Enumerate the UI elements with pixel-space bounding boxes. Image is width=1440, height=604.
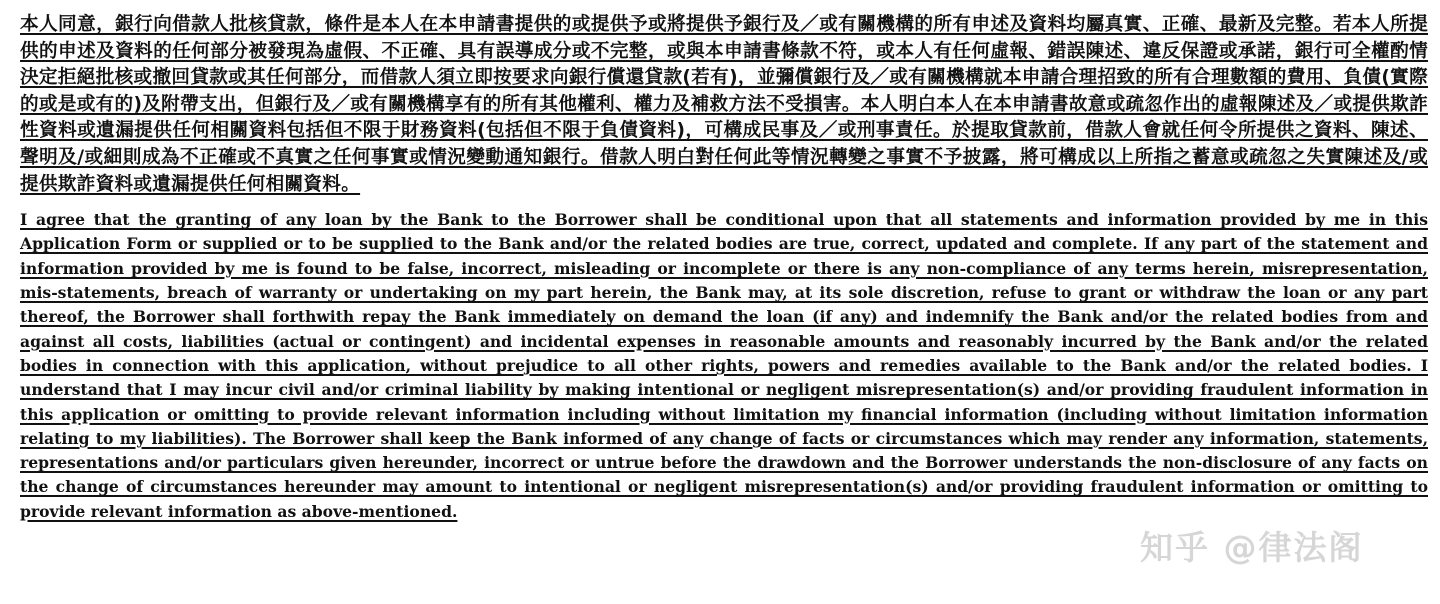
- watermark-text: 知乎 @律法阁: [1140, 528, 1364, 567]
- declaration-chinese: 本人同意，銀行向借款人批核貸款，條件是本人在本申請書提供的或提供予或將提供予銀行及／或有關機構的所有申述及資料均屬真實、正確、最新及完整。若本人所提供的申述及資料的任何部分被發現為虛假、不正確、具有誤導成分或不完整，或與本申請書條款不符，或本人有任何虛報、錯誤陳述、違反保證或承諾，銀行可全權酌情決定拒絕批核或撤回貸款或其任何部分，而借款人須立即按要求向銀行償還貸款(若有)，並彌償銀行及／或有關機構就本申請合理招致的所有合理數額的費用、負債(實際的或是或有的)及附帶支出，但銀行及／或有關機構享有的所有其他權利、權力及補救方法不受損害。本人明白本人在本申請書故意或疏忽作出的虛報陳述及／或提供欺詐性資料或遺漏提供任何相關資料包括但不限于財務資料(包括但不限于負債資料)，可構成民事及／或刑事責任。於提取貸款前，借款人會就任何令所提供之資料、陳述、聲明及/或細則成為不正確或不真實之任何事實或情況變動通知銀行。借款人明白對任何此等情況轉變之事實不予披露，將可構成以上所指之蓄意或疏忽之失實陳述及/或提供欺詐資料或遺漏提供任何相關資料。: [20, 14, 1428, 195]
- loan-declaration-document: [20, 12, 1428, 524]
- declaration-english: I agree that the granting of any loan by the Bank to the Borrower shall be conditional upon that all statements and information provided by me in this Application Form or supplied or to be supplied to the Bank and/or the related bodies are true, correct, updated and complete. If any part of the statement and information provided by me is found to be false, incorrect, misleading or incomplete or there is any non-compliance of any terms herein, misrepresentation, mis-statements, breach of warranty or undertaking on my part herein, the Bank may, at its sole discretion, refuse to grant or withdraw the loan or any part thereof, the Borrower shall forthwith repay the Bank immediately on demand the loan (if any) and indemnify the Bank and/or the related bodies from and against all costs, liabilities (actual or contingent) and incidental expenses in reasonable amounts and reasonably incurred by the Bank and/or the related bodies in connection with this application, without prejudice to all other rights, powers and remedies available to the Bank and/or the related bodies. I understand that I may incur civil and/or criminal liability by making intentional or negligent misrepresentation(s) and/or providing fraudulent information in this application or omitting to provide relevant information including without limitation my financial information (including without limitation information relating to my liabilities). The Borrower shall keep the Bank informed of any change of facts or circumstances which may render any information, statements, representations and/or particulars given hereunder, incorrect or untrue before the drawdown and the Borrower understands the non-disclosure of any facts on the change of circumstances hereunder may amount to intentional or negligent misrepresentation(s) and/or providing fraudulent information or omitting to provide relevant information as above-mentioned.: [20, 210, 1428, 521]
